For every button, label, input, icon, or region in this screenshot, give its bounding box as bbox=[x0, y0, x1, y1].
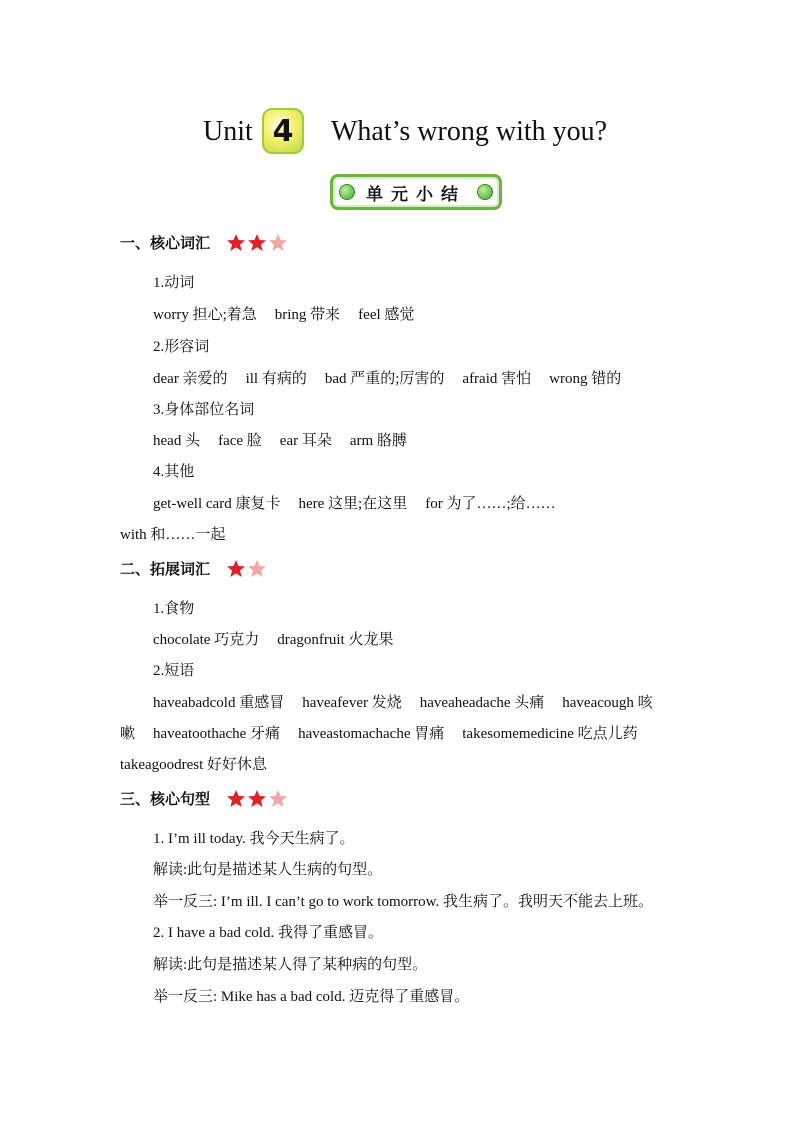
verb-list bbox=[153, 303, 414, 324]
food-heading: 1.食物 bbox=[153, 601, 195, 617]
vocab-item: 嗽 bbox=[120, 726, 136, 742]
phrase-line-1 bbox=[153, 691, 653, 712]
section-title: 二、拓展词汇 bbox=[120, 560, 211, 578]
star-half-icon bbox=[268, 233, 288, 253]
section-title: 一、核心词汇 bbox=[120, 234, 211, 252]
other-wrap-line: with 和……一起 bbox=[120, 527, 226, 543]
vocab-item: arm 胳膊 bbox=[349, 433, 407, 449]
green-dot-icon bbox=[477, 184, 493, 200]
vocab-item: haveafever 发烧 bbox=[302, 695, 402, 711]
vocab-item: ill 有病的 bbox=[245, 371, 307, 387]
star-rating bbox=[226, 559, 267, 579]
section-core-vocab-heading bbox=[120, 232, 288, 253]
body-list bbox=[153, 429, 407, 450]
vocab-item: bad 严重的;厉害的 bbox=[324, 371, 445, 387]
vocab-item: feel 感觉 bbox=[358, 307, 415, 323]
star-full-icon bbox=[226, 233, 246, 253]
verb-heading: 1.动词 bbox=[153, 275, 195, 291]
star-rating bbox=[226, 233, 288, 253]
vocab-item: haveatoothache 牙痛 bbox=[153, 726, 281, 742]
section-title: 三、核心句型 bbox=[120, 790, 211, 808]
vocab-item: ear 耳朵 bbox=[279, 433, 332, 449]
phrase-heading: 2.短语 bbox=[153, 663, 195, 679]
phrase-line-2 bbox=[120, 722, 638, 743]
sentence-1-example: 举一反三: I’m ill. I can’t go to work tomorrow. 我生病了。我明天不能去上班。 bbox=[153, 894, 653, 910]
vocab-item: dragonfruit 火龙果 bbox=[277, 632, 394, 648]
vocab-item: haveastomachache 胃痛 bbox=[298, 726, 445, 742]
star-full-icon bbox=[247, 789, 267, 809]
star-full-icon bbox=[247, 233, 267, 253]
star-rating bbox=[226, 789, 288, 809]
green-dot-icon bbox=[339, 184, 355, 200]
star-half-icon bbox=[247, 559, 267, 579]
vocab-item: haveacough 咳 bbox=[562, 695, 653, 711]
summary-label: 单元小结 bbox=[366, 184, 466, 205]
sentence-2-explain: 解读:此句是描述某人得了某种病的句型。 bbox=[153, 957, 428, 973]
unit-title-row bbox=[0, 104, 800, 164]
adj-list bbox=[153, 367, 621, 388]
sentence-2: 2. I have a bad cold. 我得了重感冒。 bbox=[153, 925, 383, 941]
food-list bbox=[153, 628, 393, 649]
sentence-1-explain: 解读:此句是描述某人生病的句型。 bbox=[153, 862, 383, 878]
section-core-sentences-heading bbox=[120, 788, 288, 809]
vocab-item: haveabadcold 重感冒 bbox=[153, 695, 285, 711]
unit-summary-banner bbox=[330, 174, 502, 210]
vocab-item: wrong 错的 bbox=[549, 371, 622, 387]
vocab-item: bring 带来 bbox=[274, 307, 341, 323]
vocab-item: haveaheadache 头痛 bbox=[419, 695, 545, 711]
vocab-item: head 头 bbox=[153, 433, 201, 449]
vocab-item: here 这里;在这里 bbox=[298, 496, 408, 512]
adj-heading: 2.形容词 bbox=[153, 339, 210, 355]
vocab-item: takesomemedicine 吃点儿药 bbox=[462, 726, 638, 742]
vocab-item: afraid 害怕 bbox=[462, 371, 532, 387]
star-half-icon bbox=[268, 789, 288, 809]
phrase-line-3: takeagoodrest 好好休息 bbox=[120, 757, 268, 773]
body-heading: 3.身体部位名词 bbox=[153, 402, 255, 418]
star-full-icon bbox=[226, 559, 246, 579]
vocab-item: dear 亲爱的 bbox=[153, 371, 228, 387]
other-list bbox=[153, 492, 556, 513]
vocab-item: for 为了……;给…… bbox=[425, 496, 556, 512]
vocab-item: face 脸 bbox=[218, 433, 262, 449]
unit-number-badge: 4 bbox=[262, 108, 304, 154]
unit-label: Unit bbox=[203, 116, 253, 147]
vocab-item: get-well card 康复卡 bbox=[153, 496, 281, 512]
vocab-item: worry 担心;着急 bbox=[153, 307, 257, 323]
section-extended-vocab-heading bbox=[120, 558, 267, 579]
sentence-2-example: 举一反三: Mike has a bad cold. 迈克得了重感冒。 bbox=[153, 989, 470, 1005]
unit-title: What’s wrong with you? bbox=[331, 116, 608, 147]
vocab-item: chocolate 巧克力 bbox=[153, 632, 260, 648]
other-heading: 4.其他 bbox=[153, 464, 195, 480]
sentence-1: 1. I’m ill today. 我今天生病了。 bbox=[153, 831, 355, 847]
star-full-icon bbox=[226, 789, 246, 809]
